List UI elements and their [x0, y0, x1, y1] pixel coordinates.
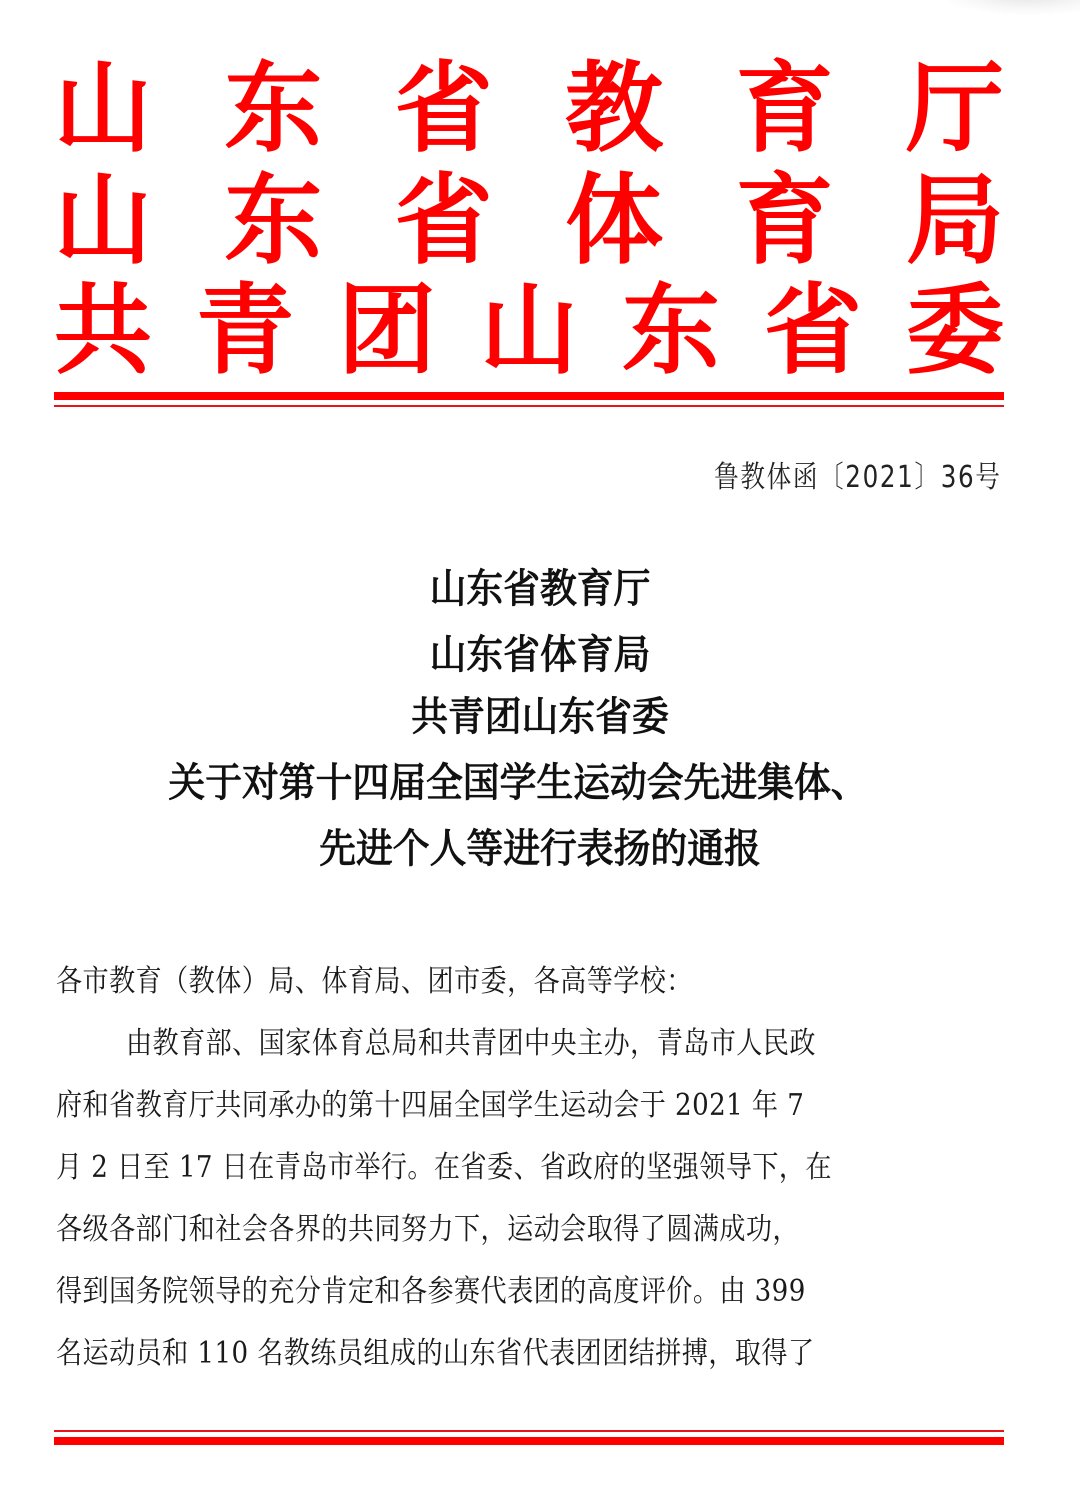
letterhead-line-youth-league [54, 273, 1005, 388]
letterhead-char: 省 [394, 51, 493, 166]
footer-rule-thick [54, 1437, 1004, 1445]
title-line-subject-2: 先进个人等进行表扬的通报 [319, 826, 761, 872]
letterhead-char: 青 [196, 273, 295, 388]
letterhead-char: 山 [54, 51, 153, 166]
letterhead-rule-thin [54, 405, 1004, 407]
footer-rule-thin [54, 1430, 1004, 1432]
salutation: 各市教育（教体）局、体育局、团市委，各高等学校： [56, 964, 693, 999]
letterhead-char: 共 [54, 273, 153, 388]
title-line-subject-1: 关于对第十四届全国学生运动会先进集体、 [168, 760, 868, 806]
letterhead-char: 厅 [905, 51, 1004, 166]
letterhead-line-education-department [54, 51, 1004, 166]
letterhead-char: 育 [735, 51, 834, 166]
title-line-issuer-2: 山东省体育局 [429, 632, 651, 678]
body-line: 府和省教育厅共同承办的第十四届全国学生运动会于 2021 年 7 [56, 1088, 805, 1123]
letterhead-char: 教 [565, 51, 664, 166]
letterhead-line-sports-bureau [54, 163, 1004, 278]
letterhead-char: 团 [338, 273, 437, 388]
letterhead-char: 东 [622, 273, 721, 388]
letterhead-char: 体 [565, 163, 664, 278]
body-line: 名运动员和 110 名教练员组成的山东省代表团团结拼搏，取得了 [56, 1336, 815, 1371]
body-line: 月 2 日至 17 日在青岛市举行。在省委、省政府的坚强领导下，在 [56, 1150, 832, 1185]
body-line: 由教育部、国家体育总局和共青团中央主办，青岛市人民政 [126, 1026, 816, 1061]
page-corner-shadow [940, 0, 1080, 15]
letterhead-char: 局 [905, 163, 1004, 278]
letterhead-rule-thick [54, 392, 1004, 400]
letterhead-char: 省 [764, 273, 863, 388]
letterhead-char: 东 [224, 51, 323, 166]
title-line-issuer-3: 共青团山东省委 [411, 694, 669, 740]
document-number: 鲁教体函〔2021〕36号 [714, 460, 1002, 495]
letterhead-char: 育 [735, 163, 834, 278]
letterhead-char: 东 [224, 163, 323, 278]
title-line-issuer-1: 山东省教育厅 [429, 566, 651, 612]
letterhead-char: 省 [394, 163, 493, 278]
body-line: 各级各部门和社会各界的共同努力下，运动会取得了圆满成功， [56, 1212, 799, 1247]
letterhead-char: 山 [480, 273, 579, 388]
letterhead-char: 山 [54, 163, 153, 278]
body-line: 得到国务院领导的充分肯定和各参赛代表团的高度评价。由 399 [56, 1274, 806, 1309]
letterhead-char: 委 [906, 273, 1005, 388]
